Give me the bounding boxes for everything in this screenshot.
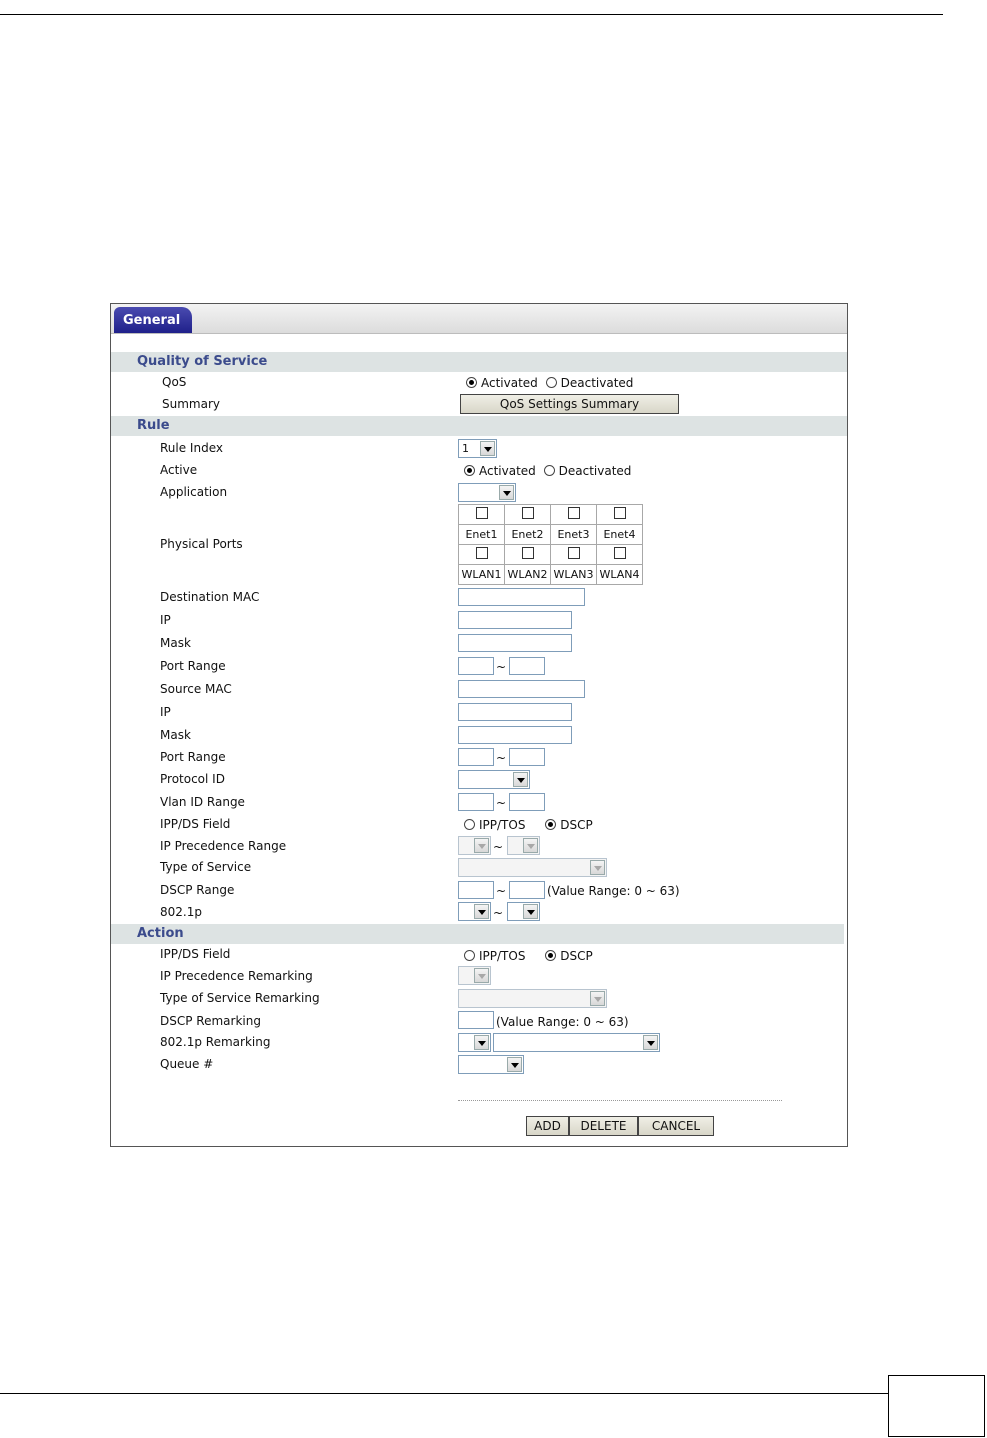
p8021-end-select[interactable]	[507, 902, 540, 921]
ip-precedence-end-select[interactable]	[507, 836, 540, 855]
dscp-remarking-label: DSCP Remarking	[160, 1014, 261, 1028]
section-action: Action	[111, 924, 844, 944]
tos-remarking-label: Type of Service Remarking	[160, 991, 320, 1005]
add-button[interactable]: ADD	[526, 1116, 569, 1136]
footer-rule	[0, 1393, 888, 1394]
chevron-down-icon	[474, 1035, 489, 1050]
rule-dscp-label: DSCP	[560, 818, 593, 832]
rule-index-select[interactable]: 1	[458, 439, 497, 458]
dscp-range-label: DSCP Range	[160, 883, 235, 897]
destination-port-range-label: Port Range	[160, 659, 226, 673]
p8021-remarking-select[interactable]	[458, 1033, 491, 1052]
queue-select[interactable]	[458, 1055, 524, 1074]
wlan1-checkbox[interactable]	[476, 547, 488, 559]
source-mask-input[interactable]	[458, 726, 572, 744]
cancel-button[interactable]: CANCEL	[638, 1116, 714, 1136]
qos-label: QoS	[162, 375, 187, 389]
source-port-end-input[interactable]	[509, 748, 545, 766]
enet3-checkbox[interactable]	[568, 507, 580, 519]
tab-general[interactable]: General	[114, 307, 192, 333]
port-label: WLAN1	[459, 565, 505, 585]
dscp-remarking-input[interactable]	[458, 1011, 494, 1029]
destination-mac-input[interactable]	[458, 588, 585, 606]
chevron-down-icon	[474, 968, 489, 983]
delete-button[interactable]: DELETE	[569, 1116, 638, 1136]
action-ippds-radio-group	[464, 949, 593, 963]
chevron-down-icon	[474, 838, 489, 853]
action-dscp-label: DSCP	[560, 949, 593, 963]
action-dscp-radio[interactable]	[545, 950, 556, 961]
port-label: WLAN2	[505, 565, 551, 585]
vlan-start-input[interactable]	[458, 793, 494, 811]
protocol-id-select[interactable]	[458, 770, 530, 789]
physical-ports-table	[458, 504, 643, 585]
port-label: Enet1	[459, 525, 505, 545]
active-label: Active	[160, 463, 198, 477]
rule-ipp-tos-radio[interactable]	[464, 819, 475, 830]
p8021-remarking-label: 802.1p Remarking	[160, 1035, 271, 1049]
source-mask-label: Mask	[160, 728, 191, 742]
dscp-remarking-note: (Value Range: 0 ~ 63)	[496, 1015, 629, 1029]
destination-port-start-input[interactable]	[458, 657, 494, 675]
port-label: WLAN4	[597, 565, 643, 585]
dscp-range-start-input[interactable]	[458, 881, 494, 899]
source-mac-input[interactable]	[458, 680, 585, 698]
chevron-down-icon	[513, 772, 528, 787]
rule-ippds-radio-group	[464, 818, 593, 832]
physical-ports-label: Physical Ports	[160, 537, 243, 551]
ip-precedence-remarking-select[interactable]	[458, 966, 491, 985]
source-ip-input[interactable]	[458, 703, 572, 721]
chevron-down-icon	[590, 860, 605, 875]
chevron-down-icon	[499, 485, 514, 500]
qos-activated-label: Activated	[481, 376, 538, 390]
destination-mac-label: Destination MAC	[160, 590, 260, 604]
chevron-down-icon	[523, 838, 538, 853]
p8021-remarking-mode-select[interactable]	[493, 1033, 660, 1052]
enet2-checkbox[interactable]	[522, 507, 534, 519]
rule-index-label: Rule Index	[160, 441, 223, 455]
page-number-box	[888, 1375, 985, 1437]
rule-activated-radio[interactable]	[464, 465, 475, 476]
tos-remarking-select[interactable]	[458, 989, 607, 1008]
destination-mask-input[interactable]	[458, 634, 572, 652]
port-label: WLAN3	[551, 565, 597, 585]
tilde: ~	[496, 796, 507, 810]
rule-dscp-radio[interactable]	[545, 819, 556, 830]
application-label: Application	[160, 485, 228, 499]
rule-active-radio-group	[464, 464, 631, 478]
tilde: ~	[496, 660, 507, 674]
chevron-down-icon	[643, 1035, 658, 1050]
chevron-down-icon	[507, 1057, 522, 1072]
dscp-range-end-input[interactable]	[509, 881, 545, 899]
destination-ip-input[interactable]	[458, 611, 572, 629]
enet4-checkbox[interactable]	[614, 507, 626, 519]
port-label: Enet4	[597, 525, 643, 545]
port-label: Enet3	[551, 525, 597, 545]
qos-radio-group	[466, 376, 633, 390]
rule-deactivated-label: Deactivated	[558, 464, 632, 478]
tab-bar	[111, 304, 847, 334]
vlan-id-range-label: Vlan ID Range	[160, 795, 245, 809]
tilde: ~	[493, 906, 504, 920]
qos-deactivated-radio[interactable]	[546, 377, 557, 388]
ip-precedence-start-select[interactable]	[458, 836, 491, 855]
rule-ippds-field-label: IPP/DS Field	[160, 817, 231, 831]
section-rule: Rule	[111, 416, 847, 436]
port-label: Enet2	[505, 525, 551, 545]
vlan-end-input[interactable]	[509, 793, 545, 811]
rule-activated-label: Activated	[479, 464, 536, 478]
qos-activated-radio[interactable]	[466, 377, 477, 388]
qos-deactivated-label: Deactivated	[560, 376, 634, 390]
source-mac-label: Source MAC	[160, 682, 232, 696]
chevron-down-icon	[590, 991, 605, 1006]
section-quality-of-service: Quality of Service	[111, 352, 847, 372]
application-select[interactable]	[458, 483, 516, 502]
type-of-service-select[interactable]	[458, 858, 607, 877]
ip-precedence-remarking-label: IP Precedence Remarking	[160, 969, 313, 983]
wlan3-checkbox[interactable]	[568, 547, 580, 559]
tilde: ~	[496, 751, 507, 765]
qos-settings-summary-button[interactable]: QoS Settings Summary	[460, 394, 679, 414]
p8021-start-select[interactable]	[458, 902, 491, 921]
tilde: ~	[493, 840, 504, 854]
destination-ip-label: IP	[160, 613, 171, 627]
action-ipp-tos-label: IPP/TOS	[479, 949, 526, 963]
action-ipp-tos-radio[interactable]	[464, 950, 475, 961]
ip-precedence-range-label: IP Precedence Range	[160, 839, 287, 853]
p8021-label: 802.1p	[160, 905, 202, 919]
dscp-range-note: (Value Range: 0 ~ 63)	[547, 884, 680, 898]
destination-port-end-input[interactable]	[509, 657, 545, 675]
destination-mask-label: Mask	[160, 636, 191, 650]
summary-label: Summary	[162, 397, 220, 411]
action-ippds-field-label: IPP/DS Field	[160, 947, 231, 961]
rule-ipp-tos-label: IPP/TOS	[479, 818, 526, 832]
chevron-down-icon	[480, 441, 495, 456]
source-port-range-label: Port Range	[160, 750, 226, 764]
enet1-checkbox[interactable]	[476, 507, 488, 519]
type-of-service-label: Type of Service	[160, 860, 252, 874]
chevron-down-icon	[523, 904, 538, 919]
protocol-id-label: Protocol ID	[160, 772, 225, 786]
tilde: ~	[496, 884, 507, 898]
wlan2-checkbox[interactable]	[522, 547, 534, 559]
divider	[458, 1100, 782, 1101]
source-port-start-input[interactable]	[458, 748, 494, 766]
chevron-down-icon	[474, 904, 489, 919]
wlan4-checkbox[interactable]	[614, 547, 626, 559]
source-ip-label: IP	[160, 705, 171, 719]
queue-label: Queue #	[160, 1057, 214, 1071]
rule-deactivated-radio[interactable]	[544, 465, 555, 476]
qos-panel	[110, 303, 848, 1147]
header-rule	[0, 14, 943, 15]
